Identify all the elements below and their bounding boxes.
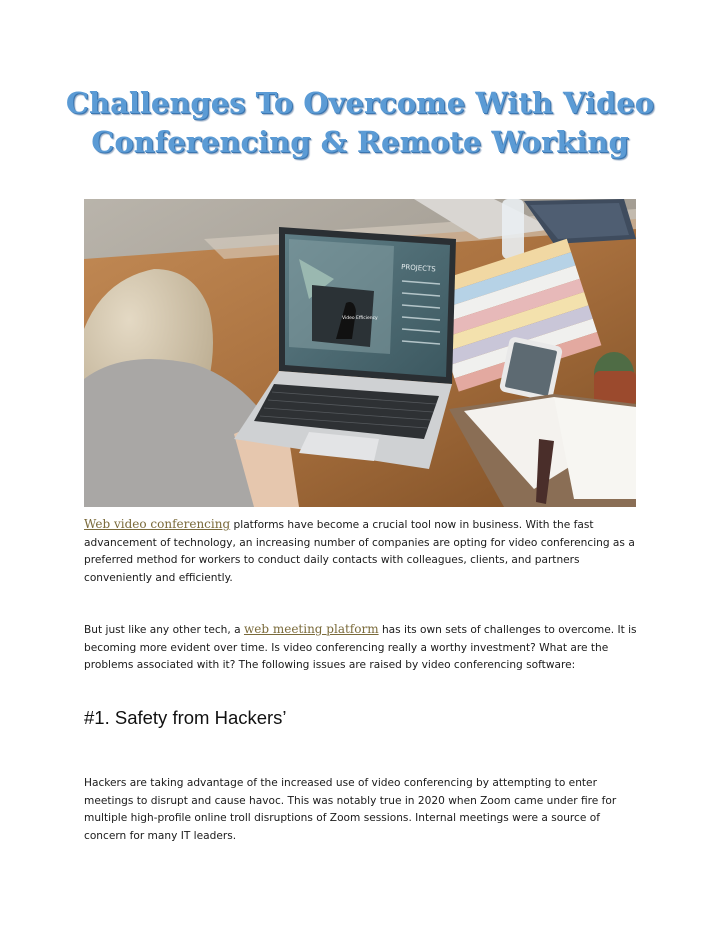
safety-paragraph: Hackers are taking advantage of the increased use of video conferencing by attempting to enter meetings to disrupt and cause havoc. This was notably true in 2020 when Zoom came under fire for multiple high-profile online troll disruptions of Zoom sessions. Internal meetings were a source of concern for many IT leaders. (84, 777, 617, 842)
challenges-paragraph-text-before: But just like any other tech, a (84, 624, 244, 636)
intro-paragraph (84, 516, 644, 587)
video-caption-text: Video Efficiency (342, 316, 378, 321)
intro-paragraph-text: platforms have become a crucial tool now in business. With the fast advancement of technology, an increasing number of companies are opting for video conferencing as a preferred method for workers to conduct daily contacts with colleagues, clients, and partners conveniently and efficiently. (84, 519, 635, 584)
hero-image (84, 199, 636, 507)
section-heading-safety: #1. Safety from Hackers’ (84, 707, 287, 728)
web-video-conferencing-link[interactable]: Web video conferencing (84, 517, 231, 531)
screen-heading-text: PROJECTS (400, 263, 437, 274)
web-meeting-platform-link[interactable]: web meeting platform (243, 622, 379, 636)
challenges-paragraph-text-after: has its own sets of challenges to overcome. It is becoming more evident over time. Is video conferencing really a worthy investment? What are the problems associated with it? The following issues are raised by video conferencing software: (84, 624, 637, 671)
challenges-paragraph (84, 621, 644, 675)
article-title: Challenges To Overcome With Video Conferencing & Remote Working (65, 86, 655, 159)
